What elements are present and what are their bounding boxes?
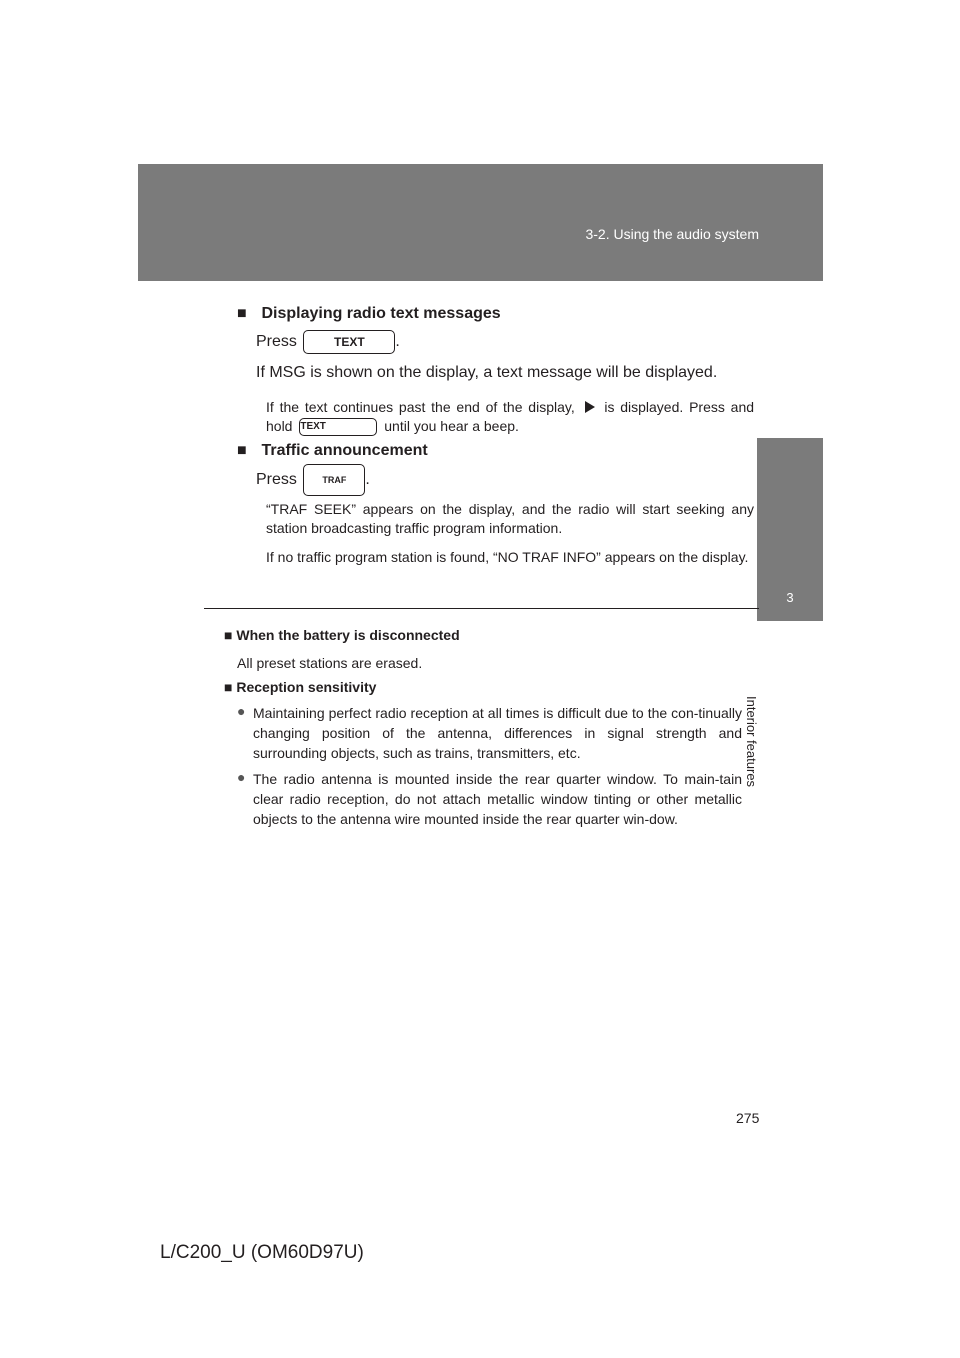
traf-button-icon: TRAF bbox=[303, 464, 365, 496]
reception-item-1: ● Maintaining perfect radio reception at all times is difficult due to the con-tinually changing position of the antenna, differences in signal strength and surrounding objects, such as trains, transmitters, etc. bbox=[237, 703, 742, 761]
circle-bullet-icon: ● bbox=[237, 703, 246, 719]
radio-text-info: If MSG is shown on the display, a text message will be displayed. bbox=[256, 364, 718, 381]
square-bullet-icon: ■ bbox=[224, 627, 233, 643]
play-arrow-icon bbox=[585, 401, 595, 413]
reception-note-heading: ■ Reception sensitivity bbox=[224, 679, 377, 695]
square-bullet-icon: ■ bbox=[237, 305, 247, 322]
radio-text-press-line: Press TEXT . bbox=[256, 330, 400, 354]
radio-text-heading: ■ Displaying radio text messages bbox=[237, 305, 501, 322]
radio-text-detail: If the text continues past the end of the display, is displayed. Press and hold TEXT until you hear a beep. bbox=[266, 398, 754, 436]
battery-note-text: All preset stations are erased. bbox=[237, 655, 423, 671]
reception-item-2: ● The radio antenna is mounted inside the rear quarter window. To main-tain clear radio reception, do not attach metallic window tinting or other metallic objects to the antenna wire mounted inside the rear quarter win-dow. bbox=[237, 769, 742, 827]
circle-bullet-icon: ● bbox=[237, 769, 246, 785]
traffic-detail-1: “TRAF SEEK” appears on the display, and the radio will start seeking any station broadcasting traffic program information. bbox=[266, 501, 754, 536]
page-number: 275 bbox=[736, 1110, 760, 1126]
text-button-icon: TEXT bbox=[303, 330, 395, 354]
traffic-detail-2: If no traffic program station is found, “NO TRAF INFO” appears on the display. bbox=[266, 549, 749, 565]
battery-note-heading: ■ When the battery is disconnected bbox=[224, 627, 460, 643]
section-title: 3-2. Using the audio system bbox=[585, 226, 759, 242]
document-code: L/C200_U (OM60D97U) bbox=[160, 1242, 364, 1263]
chapter-tab-label: Interior features bbox=[744, 696, 759, 788]
square-bullet-icon: ■ bbox=[224, 679, 233, 695]
header-band bbox=[138, 164, 823, 281]
traffic-heading: ■ Traffic announcement bbox=[237, 442, 428, 459]
traffic-press-line: Press TRAF . bbox=[256, 464, 370, 496]
section-divider bbox=[204, 608, 759, 609]
text-button-icon-small: TEXT bbox=[299, 418, 377, 436]
chapter-tab-number: 3 bbox=[757, 438, 823, 621]
square-bullet-icon: ■ bbox=[237, 442, 247, 459]
